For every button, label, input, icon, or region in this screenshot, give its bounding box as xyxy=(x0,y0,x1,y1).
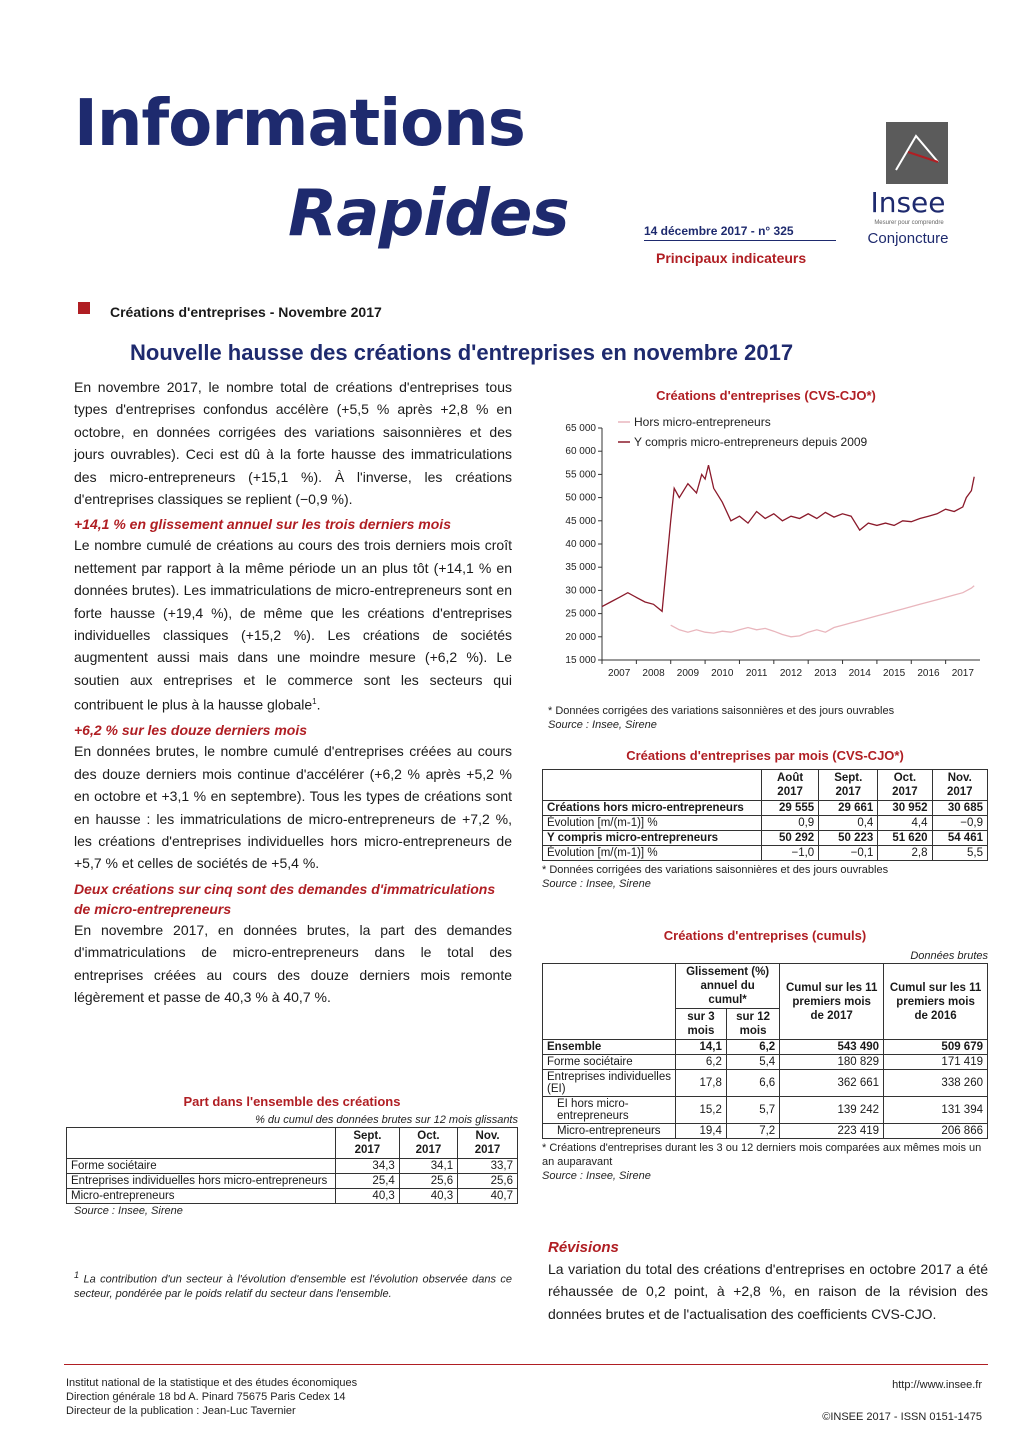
cell: 131 394 xyxy=(884,1097,988,1124)
masthead-title: Informations xyxy=(74,87,525,161)
column-header: Août 2017 xyxy=(762,770,819,801)
legend-label: Hors micro-entrepreneurs xyxy=(634,415,771,429)
cell: 7,2 xyxy=(726,1124,779,1139)
cell: −0,9 xyxy=(932,816,988,831)
cell: 30 685 xyxy=(932,801,988,816)
row-label: Ensemble xyxy=(543,1040,676,1055)
x-tick-label: 2017 xyxy=(951,668,974,679)
series-line-1 xyxy=(671,586,975,637)
footer-line-3: Directeur de la publication : Jean-Luc Tavernier xyxy=(66,1405,296,1417)
insee-logo-icon xyxy=(886,122,948,184)
paragraph-3: En données brutes, le nombre cumulé d'entreprises créées au cours des douze derniers mois continue d'accélérer (+6,2 % après +5,2 % en octobre et +3,1 % en septembre). Tous les types de créations sont en hausse : les immatriculations de micro-entrepreneurs de +7,2 %, les créations d'entreprises individuelles hors micro-entrepreneurs de +5,7 % et celles de sociétés de +5,4 %. xyxy=(74,743,512,872)
y-tick-label: 35 000 xyxy=(565,562,596,574)
cumul-table xyxy=(542,963,988,1139)
monthly-table-title: Créations d'entreprises par mois (CVS-CJO*) xyxy=(626,748,904,763)
masthead-subtitle: Rapides xyxy=(288,177,569,251)
footnote-mark: 1 xyxy=(74,1270,80,1280)
table-corner xyxy=(543,964,676,1040)
row-label: Micro-entrepreneurs xyxy=(543,1124,676,1139)
table-row xyxy=(67,1189,518,1204)
table-row xyxy=(543,831,988,846)
cell: 180 829 xyxy=(780,1055,884,1070)
table-corner xyxy=(67,1128,336,1159)
part-table-subtitle: % du cumul des données brutes sur 12 mois glissants xyxy=(255,1114,518,1126)
headline: Nouvelle hausse des créations d'entreprises en novembre 2017 xyxy=(130,340,794,365)
cell: −0,1 xyxy=(819,846,878,861)
cell: 25,6 xyxy=(458,1174,518,1189)
cell: 543 490 xyxy=(780,1040,884,1055)
y-tick-label: 55 000 xyxy=(565,469,596,481)
cell: 54 461 xyxy=(932,831,988,846)
table-header-row xyxy=(67,1128,518,1159)
column-header: Nov. 2017 xyxy=(932,770,988,801)
logo-tagline: Mesurer pour comprendre xyxy=(874,220,944,226)
cell: 338 260 xyxy=(884,1070,988,1097)
table-row xyxy=(543,1124,988,1139)
cell: 171 419 xyxy=(884,1055,988,1070)
x-tick-label: 2009 xyxy=(676,668,700,679)
column-header: Nov. 2017 xyxy=(458,1128,518,1159)
monthly-table-block xyxy=(542,748,988,891)
cell: 4,4 xyxy=(878,816,932,831)
column-group-header: Glissement (%) annuel du cumul* xyxy=(676,964,780,1009)
section-title: Créations d'entreprises - Novembre 2017 xyxy=(110,304,382,320)
y-tick-label: 50 000 xyxy=(565,492,596,504)
column-header: Cumul sur les 11 premiers mois de 2017 xyxy=(780,964,884,1040)
column-header: Cumul sur les 11 premiers mois de 2016 xyxy=(884,964,988,1040)
cell: 6,2 xyxy=(676,1055,727,1070)
cell: 6,6 xyxy=(726,1070,779,1097)
cell: 5,4 xyxy=(726,1055,779,1070)
footer-line-1: Institut national de la statistique et des études économiques xyxy=(66,1377,358,1389)
y-tick-label: 60 000 xyxy=(565,446,596,458)
cell: 25,4 xyxy=(336,1174,400,1189)
cell: 15,2 xyxy=(676,1097,727,1124)
footnote-ref: 1 xyxy=(312,697,317,707)
table-row xyxy=(67,1159,518,1174)
part-table-source: Source : Insee, Sirene xyxy=(74,1205,183,1217)
cell: 139 242 xyxy=(780,1097,884,1124)
table-header-row xyxy=(543,964,988,1009)
row-label: EI hors micro-entrepreneurs xyxy=(543,1097,676,1124)
part-table-title: Part dans l'ensemble des créations xyxy=(183,1094,401,1109)
cell: 6,2 xyxy=(726,1040,779,1055)
cell: −1,0 xyxy=(762,846,819,861)
part-table xyxy=(66,1127,518,1204)
section-bullet xyxy=(78,302,90,314)
row-label: Forme sociétaire xyxy=(67,1159,336,1174)
cell: 223 419 xyxy=(780,1124,884,1139)
x-tick-label: 2008 xyxy=(642,668,665,679)
column-header: Oct. 2017 xyxy=(399,1128,457,1159)
chart-title: Créations d'entreprises (CVS-CJO*) xyxy=(656,388,876,403)
x-tick-label: 2011 xyxy=(745,668,768,679)
footer-divider xyxy=(64,1364,988,1365)
footnote xyxy=(74,1268,512,1301)
x-tick-label: 2014 xyxy=(848,668,871,679)
cell: 29 555 xyxy=(762,801,819,816)
cell: 14,1 xyxy=(676,1040,727,1055)
row-label: Créations hors micro-entrepreneurs xyxy=(543,801,762,816)
x-tick-label: 2013 xyxy=(814,668,837,679)
x-tick-label: 2015 xyxy=(882,668,906,679)
cumul-table-block xyxy=(542,928,988,1183)
monthly-table xyxy=(542,769,988,861)
x-tick-label: 2007 xyxy=(608,668,631,679)
table-row xyxy=(543,846,988,861)
table-row xyxy=(543,1040,988,1055)
footer-copyright: ©INSEE 2017 - ISSN 0151-1475 xyxy=(822,1411,982,1423)
footer-url[interactable]: http://www.insee.fr xyxy=(892,1379,982,1391)
chart-note: * Données corrigées des variations saisonnières et des jours ouvrables xyxy=(548,705,895,717)
revisions-title: Révisions xyxy=(548,1239,619,1256)
legend-label: Y compris micro-entrepreneurs depuis 2009 xyxy=(634,435,868,449)
footer-institution xyxy=(66,1376,357,1418)
paragraph-1: En novembre 2017, le nombre total de créations d'entreprises tous types d'entreprises confondus accélère (+5,5 % après +2,8 % en octobre, en données corrigées des variations saisonnières et des jours ouvrables). Ceci est dû à la forte hausse des immatriculations des micro-entrepreneurs (+15,1 %). À l'inverse, les créations d'entreprises classiques se replient (−0,9 %). xyxy=(74,379,512,508)
y-tick-label: 30 000 xyxy=(565,585,596,597)
cell: 5,7 xyxy=(726,1097,779,1124)
table-row xyxy=(543,1055,988,1070)
y-tick-label: 15 000 xyxy=(565,655,596,666)
cell: 33,7 xyxy=(458,1159,518,1174)
logo-name: Insee xyxy=(870,186,946,219)
cell: 17,8 xyxy=(676,1070,727,1097)
cell: 50 223 xyxy=(819,831,878,846)
left-column xyxy=(74,376,512,1008)
y-tick-label: 45 000 xyxy=(565,515,596,527)
column-header: Sept. 2017 xyxy=(819,770,878,801)
table-row xyxy=(543,1097,988,1124)
row-label: Micro-entrepreneurs xyxy=(67,1189,336,1204)
table-corner xyxy=(543,770,762,801)
cell: 0,9 xyxy=(762,816,819,831)
issue-date: 14 décembre 2017 - n° 325 xyxy=(644,224,794,238)
cell: 51 620 xyxy=(878,831,932,846)
paragraph-2 xyxy=(74,534,512,716)
part-table-block xyxy=(66,1094,518,1218)
table-row xyxy=(543,1070,988,1097)
cell: 206 866 xyxy=(884,1124,988,1139)
cumul-table-source: Source : Insee, Sirene xyxy=(542,1170,651,1182)
cell: 34,1 xyxy=(399,1159,457,1174)
cell: 50 292 xyxy=(762,831,819,846)
paragraph-2-end: . xyxy=(316,696,321,713)
row-label: Évolution [m/(m-1)] % xyxy=(543,846,762,861)
chart-source: Source : Insee, Sirene xyxy=(548,719,657,731)
column-header: Oct. 2017 xyxy=(878,770,932,801)
monthly-table-source: Source : Insee, Sirene xyxy=(542,878,651,890)
line-chart xyxy=(540,404,990,694)
cell: 29 661 xyxy=(819,801,878,816)
row-label: Y compris micro-entrepreneurs xyxy=(543,831,762,846)
cell: 34,3 xyxy=(336,1159,400,1174)
cell: 362 661 xyxy=(780,1070,884,1097)
monthly-table-note: * Données corrigées des variations saisonnières et des jours ouvrables xyxy=(542,864,889,876)
y-tick-label: 65 000 xyxy=(565,423,596,434)
subheading-4: Deux créations sur cinq sont des demandes d'immatriculations de micro-entrepreneurs xyxy=(74,880,496,917)
paragraph-4: En novembre 2017, en données brutes, la part des demandes d'immatriculations de micro-entrepreneurs dans le total des entreprises créées au cours des douze derniers mois remonte légèrement et passe de 40,3 % à 40,7 %. xyxy=(74,921,512,1005)
x-tick-label: 2010 xyxy=(711,668,734,679)
cell: 509 679 xyxy=(884,1040,988,1055)
table-header-row xyxy=(543,770,988,801)
footnote-text: La contribution d'un secteur à l'évolution d'ensemble est l'évolution observée dans ce secteur, pondérée par le poids relatif du secteur dans l'ensemble. xyxy=(74,1273,513,1300)
cumul-table-title: Créations d'entreprises (cumuls) xyxy=(663,928,867,943)
x-tick-label: 2012 xyxy=(779,668,803,679)
cell: 0,4 xyxy=(819,816,878,831)
series-line-2 xyxy=(602,465,974,611)
cumul-table-note: * Créations d'entreprises durant les 3 ou 12 derniers mois comparées aux mêmes mois un an auparavant xyxy=(542,1142,982,1168)
table-row xyxy=(543,816,988,831)
cell: 40,3 xyxy=(336,1189,400,1204)
paragraph-2-text: Le nombre cumulé de créations au cours des trois derniers mois croît nettement par rapport à la même période un an plus tôt (+14,1 % en données brutes). Les immatriculations de micro-entrepreneurs sont en forte hausse (+19,4 %), de même que les créations d'entreprises individuelles classiques (+15,2 %). Les créations de sociétés augmentent aussi mais dans une moindre mesure (+6,2 %). Le soutien aux entreprises et le commerce sont les secteurs qui contribuent le plus à la hausse globale xyxy=(74,537,512,713)
row-label: Entreprises individuelles hors micro-entrepreneurs xyxy=(67,1174,336,1189)
table-row xyxy=(543,801,988,816)
footer-line-2: Direction générale 18 bd A. Pinard 75675 Paris Cedex 14 xyxy=(66,1391,346,1403)
cell: 40,7 xyxy=(458,1189,518,1204)
row-label: Forme sociétaire xyxy=(543,1055,676,1070)
row-label: Entreprises individuelles (EI) xyxy=(543,1070,676,1097)
column-header: sur 3 mois xyxy=(676,1009,727,1040)
y-tick-label: 25 000 xyxy=(565,608,596,620)
cell: 40,3 xyxy=(399,1189,457,1204)
cell: 25,6 xyxy=(399,1174,457,1189)
row-label: Évolution [m/(m-1)] % xyxy=(543,816,762,831)
subheading-2: +14,1 % en glissement annuel sur les trois derniers mois xyxy=(74,516,451,533)
subheading-3: +6,2 % sur les douze derniers mois xyxy=(74,722,308,739)
y-tick-label: 40 000 xyxy=(565,539,596,550)
series-label: Principaux indicateurs xyxy=(656,250,807,266)
cell: 30 952 xyxy=(878,801,932,816)
table-row xyxy=(67,1174,518,1189)
column-header: sur 12 mois xyxy=(726,1009,779,1040)
issue-divider xyxy=(644,240,836,241)
cumul-table-subtitle: Données brutes xyxy=(910,950,988,962)
insee-logo xyxy=(858,112,968,262)
logo-product: Conjoncture xyxy=(867,230,949,247)
x-tick-label: 2016 xyxy=(917,668,940,679)
y-tick-label: 20 000 xyxy=(565,631,596,643)
revisions-text: La variation du total des créations d'entreprises en octobre 2017 a été réhaussée de 0,2 point, à +2,8 %, en raison de la révision des données brutes et de l'actualisation des coefficients CVS-CJO. xyxy=(548,1261,988,1322)
cell: 2,8 xyxy=(878,846,932,861)
logo-mark xyxy=(886,122,948,184)
column-header: Sept. 2017 xyxy=(336,1128,400,1159)
cell: 19,4 xyxy=(676,1124,727,1139)
cell: 5,5 xyxy=(932,846,988,861)
